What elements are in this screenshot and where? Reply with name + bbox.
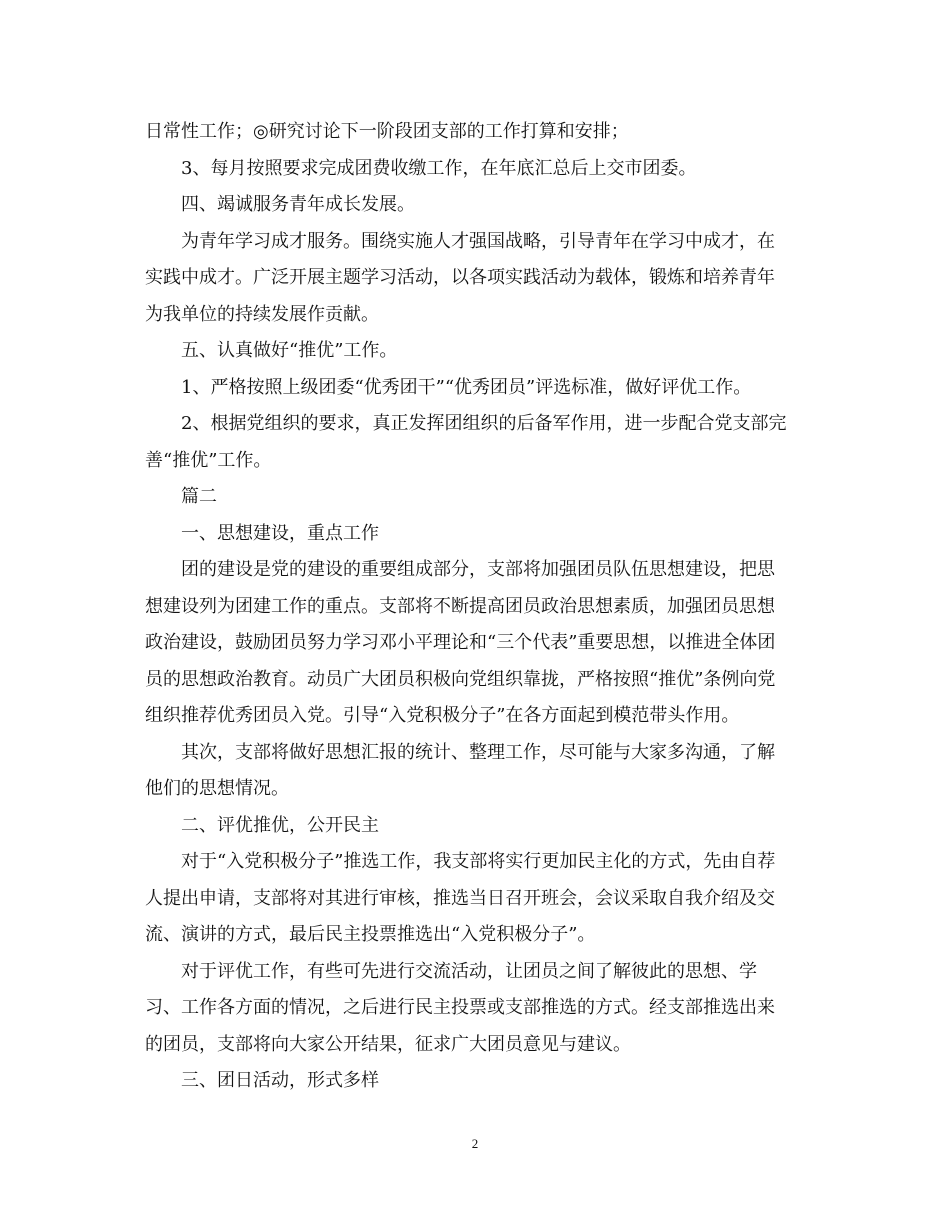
text-line: 团的建设是党的建设的重要组成部分，支部将加强团员队伍思想建设，把思 xyxy=(181,559,775,580)
text-line: 对于“入党积极分子”推选工作，我支部将实行更加民主化的方式，先由自荐 xyxy=(181,851,776,872)
text-line: 员的思想政治教育。动员广大团员积极向党组织靠拢，严格按照“推优”条例向党 xyxy=(145,668,776,690)
text-line: 篇二 xyxy=(181,486,217,507)
text-line: 他们的思想情况。 xyxy=(145,778,289,799)
text-line: 四、竭诚服务青年成长发展。 xyxy=(181,194,415,215)
text-line: 五、认真做好“推优”工作。 xyxy=(181,340,398,361)
text-line: 3、每月按照要求完成团费收缴工作，在年底汇总后上交市团委。 xyxy=(181,157,697,179)
text-line: 组织推荐优秀团员入党。引导“入党积极分子”在各方面起到模范带头作用。 xyxy=(145,705,740,726)
text-line: 政治建设，鼓励团员努力学习邓小平理论和“三个代表”重要思想，以推进全体团 xyxy=(145,632,776,653)
text-line: 想建设列为团建工作的重点。支部将不断提高团员政治思想素质，加强团员思想 xyxy=(145,595,775,617)
document-body xyxy=(145,114,815,1100)
text-line: 的团员，支部将向大家公开结果，征求广大团员意见与建议。 xyxy=(145,1033,631,1055)
text-line: 二、评优推优，公开民主 xyxy=(181,814,379,836)
text-line: 习、工作各方面的情况，之后进行民主投票或支部推选的方式。经支部推选出来 xyxy=(145,997,775,1018)
text-line: 1、严格按照上级团委“优秀团干”“优秀团员”评选标准，做好评优工作。 xyxy=(181,376,752,398)
text-line: 善“推优”工作。 xyxy=(145,449,272,471)
text-line: 对于评优工作，有些可先进行交流活动，让团员之间了解彼此的思想、学 xyxy=(181,960,757,982)
page-number: 2 xyxy=(471,1136,479,1151)
text-line: 实践中成才。广泛开展主题学习活动，以各项实践活动为载体，锻炼和培养青年 xyxy=(145,267,775,288)
text-line: 其次，支部将做好思想汇报的统计、整理工作，尽可能与大家多沟通，了解 xyxy=(181,741,775,763)
text-line: 为我单位的持续发展作贡献。 xyxy=(145,303,379,325)
text-line: 日常性工作；◎研究讨论下一阶段团支部的工作打算和安排； xyxy=(145,121,629,142)
text-line: 为青年学习成才服务。围绕实施人才强国战略，引导青年在学习中成才，在 xyxy=(181,230,775,252)
text-line: 2、根据党组织的要求，真正发挥团组织的后备军作用，进一步配合党支部完 xyxy=(181,413,787,434)
text-line: 三、团日活动，形式多样 xyxy=(181,1070,379,1091)
text-line: 一、思想建设，重点工作 xyxy=(181,522,379,544)
text-line: 流、演讲的方式，最后民主投票推选出“入党积极分子”。 xyxy=(145,924,596,945)
text-line: 人提出申请，支部将对其进行审核，推选当日召开班会，会议采取自我介绍及交 xyxy=(145,887,775,909)
